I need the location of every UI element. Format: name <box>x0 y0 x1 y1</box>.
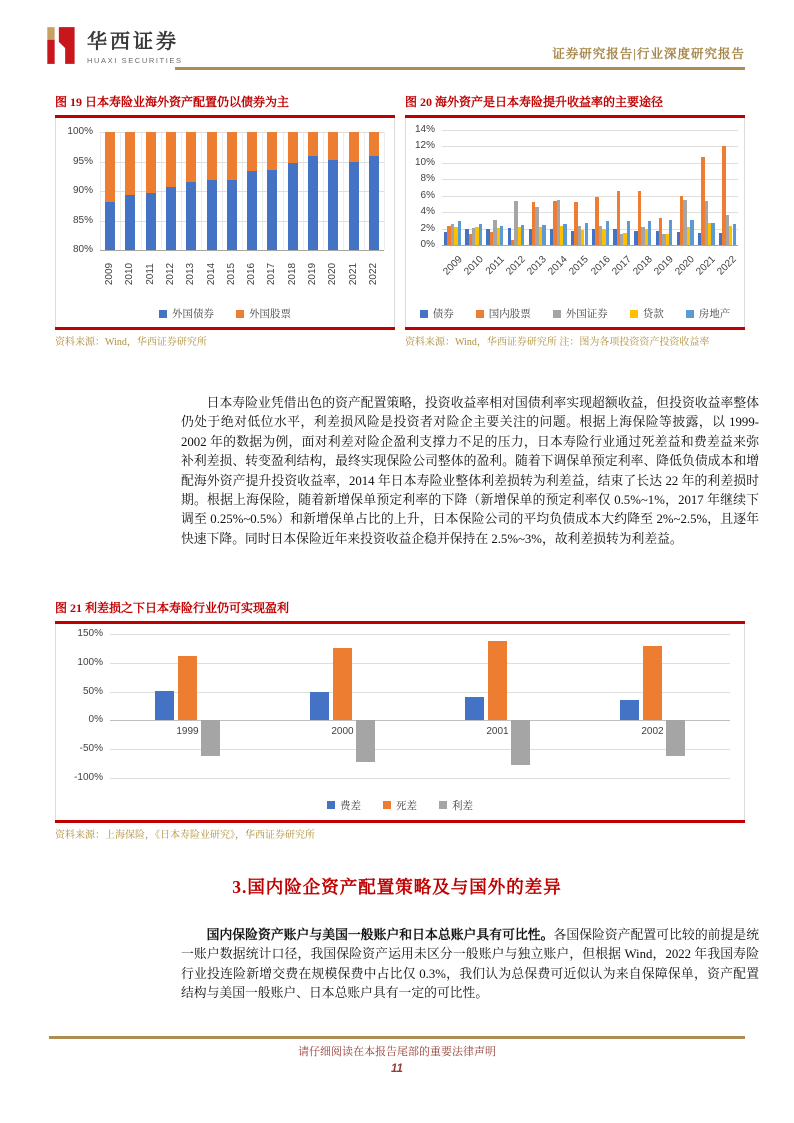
bar-外国股票 <box>186 132 196 182</box>
v-gridline <box>384 132 385 250</box>
figure-20-legend <box>406 300 744 327</box>
legend-swatch <box>553 310 561 318</box>
figure-20-source: 资料来源：Wind，华西证券研究所 注：图为各项投资资产投资收益率 <box>405 337 710 348</box>
gridline <box>442 212 738 213</box>
bar-房地产 <box>669 220 672 245</box>
x-axis-label: 2000 <box>331 726 354 738</box>
x-axis-label: 2014 <box>546 254 571 278</box>
bar-房地产 <box>458 221 461 245</box>
bar-外国债券 <box>369 156 379 250</box>
x-axis-label: 2011 <box>144 263 156 285</box>
figure-19-legend <box>56 300 394 327</box>
bar-房地产 <box>521 225 524 245</box>
y-axis-label: 10% <box>414 156 435 168</box>
header-divider <box>175 67 745 70</box>
legend-label: 死差 <box>396 800 417 812</box>
x-axis-label: 2014 <box>205 262 217 286</box>
legend-swatch <box>420 310 428 318</box>
x-axis-label: 2018 <box>631 254 655 278</box>
paragraph-domestic-comparison <box>181 926 759 1004</box>
legend-label: 费差 <box>340 800 361 812</box>
bar-外国债券 <box>247 171 257 250</box>
bar-费差 <box>310 692 329 720</box>
bar-外国股票 <box>166 132 176 187</box>
paragraph-japan-life-insurance: 日本寿险业凭借出色的资产配置策略，投资收益率相对国债利率实现超额收益，但投资收益率整体仍处于绝对低位水平，利差损风险是投资者对险企主要关注的问题。根据上海保险等披露，以 1999-2002 年的数据为例，面对利差对险企盈利支撑力不足的压力，日本寿险行业通过死差益和费差益来弥补利差损、转变盈利结构，最终实现保险公司整体的盈利。随着下调保单预定利率、降低负债成本和增配海外资产提升投资收益率，2014 年日本寿险业整体利差损转为利差益，结束了长达 22 年的利差损时期。根据上海保险，随着新增保单预定利率的下降（新增保单的预定利率仅 0.5%~1%，2017 年继续下调至 0.25%~0.5%）和新增保单占比的上升，日本保险公司的平均负债成本大约降至 2%~2.5%，且逐年快速下降。同时日本保险近年来投资收益企稳并保持在 2.5%~3%，故利差损转为利差益。 <box>181 396 759 546</box>
x-axis-label: 2009 <box>104 262 116 286</box>
figure-19-source: 资料来源：Wind，华西证券研究所 <box>55 337 207 348</box>
figure-19-box <box>55 118 395 327</box>
y-axis-label: 100% <box>67 126 93 137</box>
bar-外国债券 <box>288 163 298 250</box>
bar-房地产 <box>711 223 714 245</box>
gridline <box>110 692 730 693</box>
y-axis-label: 0% <box>420 239 435 250</box>
logo-name-en: HUAXI SECURITIES <box>87 56 183 65</box>
legend-label: 国内股票 <box>488 309 531 320</box>
bar-外国债券 <box>328 160 338 250</box>
legend-item <box>236 306 291 321</box>
bar-房地产 <box>542 225 545 245</box>
x-axis-label: 2020 <box>673 254 697 278</box>
y-axis-label: 0% <box>88 714 103 726</box>
bar-外国股票 <box>146 132 156 193</box>
bar-死差 <box>333 648 352 720</box>
y-axis-label: 85% <box>72 214 93 226</box>
gridline <box>110 778 730 779</box>
legend-label: 房地产 <box>698 309 731 320</box>
y-axis-label: -100% <box>74 772 103 783</box>
legend-item <box>476 306 531 321</box>
bar-房地产 <box>627 221 630 245</box>
x-axis-label: 2019 <box>652 254 676 278</box>
y-axis-label: -50% <box>79 743 103 755</box>
bar-房地产 <box>500 226 503 245</box>
bar-外国股票 <box>369 132 379 156</box>
bar-外国股票 <box>308 132 318 156</box>
y-axis-label: 12% <box>414 140 435 152</box>
x-axis-label: 2013 <box>525 254 549 278</box>
y-axis-label: 90% <box>72 185 93 196</box>
legend-swatch <box>236 310 244 318</box>
y-axis-label: 80% <box>72 244 93 255</box>
footer-disclaimer: 请仔细阅读在本报告尾部的重要法律声明 <box>298 1046 496 1058</box>
legend-swatch <box>686 310 694 318</box>
bar-外国股票 <box>247 132 257 171</box>
bar-房地产 <box>606 221 609 245</box>
legend-item <box>383 798 417 813</box>
x-axis-label: 2021 <box>347 262 359 286</box>
legend-swatch <box>630 310 638 318</box>
gridline <box>100 132 384 133</box>
legend-swatch <box>159 310 167 318</box>
x-axis-label: 2001 <box>486 726 509 738</box>
gridline <box>442 130 738 131</box>
x-axis-label: 2013 <box>185 262 197 286</box>
legend-item <box>439 798 473 813</box>
legend-label: 利差 <box>452 800 473 812</box>
paragraph-rest: 各国保险资产配置可比较的前提是统一账户数据统计口径，我国保险资产运用未区分一般账户与独立账户，但根据 Wind，2022 年我国寿险行业投连险新增交费在规模保费中占比仅 0.3%，我们认为总保费可近似认为来自保障保单，资产配置结构与美国一般账户、日本总账户具有一定的可比性。 <box>181 928 760 1001</box>
x-axis-label: 2020 <box>327 262 339 286</box>
figure-20-box <box>405 118 745 327</box>
figure-21-box <box>55 624 745 820</box>
x-axis-label: 2010 <box>124 262 136 286</box>
bar-外国债券 <box>146 193 156 250</box>
legend-item <box>686 306 731 321</box>
x-axis-label: 2019 <box>307 262 318 286</box>
legend-item <box>553 306 608 321</box>
bar-外国股票 <box>105 132 115 202</box>
logo-name-cn: 华西证券 <box>87 31 179 53</box>
x-axis-label: 2015 <box>225 262 237 286</box>
x-axis-label: 1999 <box>176 726 199 738</box>
bar-费差 <box>620 700 639 720</box>
gridline <box>442 163 738 164</box>
figure-21 <box>55 594 745 843</box>
y-axis-label: 8% <box>420 173 435 185</box>
bar-外国股票 <box>267 132 277 170</box>
bar-死差 <box>178 656 197 721</box>
figure-20-title: 图 20 海外资产是日本寿险提升收益率的主要途径 <box>405 95 664 109</box>
gridline <box>442 146 738 147</box>
x-axis-label: 2021 <box>694 254 719 278</box>
legend-item <box>159 306 214 321</box>
legend-swatch <box>383 801 391 809</box>
bar-房地产 <box>690 220 693 245</box>
bar-外国债券 <box>166 187 176 250</box>
bar-外国股票 <box>328 132 338 160</box>
section-heading: 3.国内险企资产配置策略及与国外的差异 <box>232 877 562 897</box>
figure-20 <box>405 88 745 350</box>
figure-21-source: 资料来源：上海保险，《日本寿险业研究》，华西证券研究所 <box>55 830 315 841</box>
legend-label: 外国股票 <box>249 309 291 320</box>
footer-divider <box>49 1036 745 1039</box>
bar-房地产 <box>585 223 588 245</box>
gridline <box>442 179 738 180</box>
figure-21-title: 图 21 利差损之下日本寿险行业仍可实现盈利 <box>55 601 290 615</box>
y-axis-label: 4% <box>420 206 435 218</box>
bar-外国债券 <box>105 202 115 250</box>
legend-label: 外国债券 <box>172 309 214 320</box>
bar-外国债券 <box>267 170 277 250</box>
x-axis-label: 2015 <box>567 254 592 278</box>
bar-死差 <box>643 646 662 721</box>
y-axis-label: 100% <box>77 656 103 668</box>
bar-外国债券 <box>227 180 237 250</box>
gridline <box>100 191 384 192</box>
bar-外国股票 <box>125 132 135 195</box>
logo-text <box>87 25 183 65</box>
legend-swatch <box>439 801 447 809</box>
gridline <box>100 250 384 251</box>
legend-swatch <box>327 801 335 809</box>
bar-房地产 <box>733 224 736 245</box>
gridline <box>110 634 730 635</box>
x-axis-label: 2010 <box>461 254 486 278</box>
figures-row <box>55 88 745 350</box>
x-axis-label: 2018 <box>286 262 298 286</box>
legend-label: 贷款 <box>642 309 664 320</box>
x-axis-label: 2009 <box>440 254 465 278</box>
bar-外国股票 <box>349 132 359 162</box>
bar-外国债券 <box>349 162 359 250</box>
x-axis-label: 2016 <box>246 262 258 286</box>
figure-20-chart <box>406 118 744 300</box>
x-axis-label: 2016 <box>588 254 613 278</box>
bar-外国股票 <box>288 132 298 163</box>
figure-19 <box>55 88 395 350</box>
bar-外国债券 <box>308 156 318 250</box>
gridline <box>100 162 384 163</box>
y-axis-label: 150% <box>77 628 103 639</box>
bar-死差 <box>488 641 507 720</box>
y-axis-label: 14% <box>414 124 435 135</box>
legend-swatch <box>476 310 484 318</box>
gridline <box>110 663 730 664</box>
x-axis-label: 2017 <box>266 262 278 286</box>
x-axis-label: 2017 <box>609 254 634 278</box>
bar-房地产 <box>648 221 651 245</box>
y-axis-label: 6% <box>420 189 435 201</box>
bar-房地产 <box>479 224 482 245</box>
gridline <box>442 196 738 197</box>
bar-外国债券 <box>207 180 217 250</box>
x-axis-label: 2002 <box>641 726 664 738</box>
huaxi-logo-icon <box>45 24 79 66</box>
bar-外国债券 <box>186 182 196 250</box>
figure-21-chart <box>56 624 744 790</box>
figure-19-chart <box>56 118 394 300</box>
figure-21-legend <box>56 790 744 820</box>
gridline <box>442 245 738 246</box>
x-axis-label: 2022 <box>367 262 379 286</box>
legend-label: 外国证券 <box>565 309 608 320</box>
legend-item <box>630 306 664 321</box>
bar-费差 <box>465 697 484 720</box>
paragraph-lead-bold: 国内保险资产账户与美国一般账户和日本总账户具有可比性。 <box>206 928 554 942</box>
figure-19-title: 图 19 日本寿险业海外资产配置仍以债券为主 <box>55 95 290 109</box>
x-axis-label: 2022 <box>715 254 740 278</box>
x-axis-label: 2011 <box>483 254 507 277</box>
bar-外国股票 <box>227 132 237 180</box>
y-axis-label: 50% <box>82 685 103 697</box>
bar-房地产 <box>563 224 566 245</box>
gridline <box>100 221 384 222</box>
bar-外国股票 <box>207 132 217 180</box>
legend-item <box>420 306 454 321</box>
bar-外国债券 <box>125 195 135 250</box>
x-axis-label: 2012 <box>504 254 528 278</box>
legend-item <box>327 798 361 813</box>
page-header <box>45 22 745 70</box>
report-type-label: 证券研究报告|行业深度研究报告 <box>552 47 745 61</box>
x-axis-label: 2012 <box>165 262 176 286</box>
y-axis-label: 2% <box>420 222 435 234</box>
bar-费差 <box>155 691 174 720</box>
legend-label: 债券 <box>432 309 454 320</box>
y-axis-label: 95% <box>72 155 93 167</box>
huaxi-logo <box>45 24 183 66</box>
page-number: 11 <box>391 1063 403 1075</box>
